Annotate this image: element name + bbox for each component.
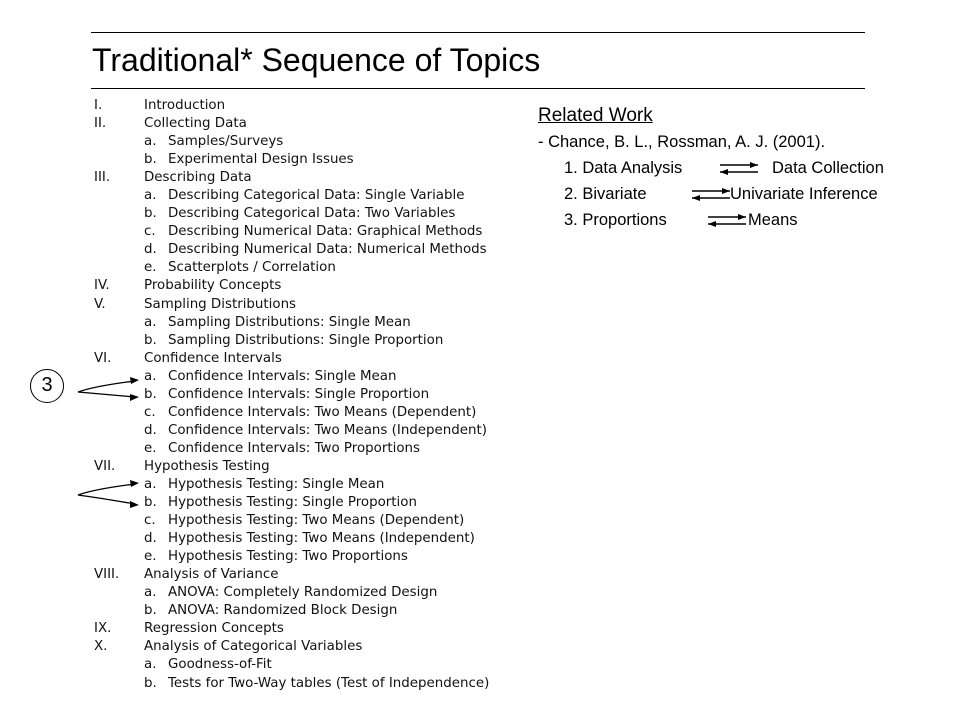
outline-number: II. bbox=[94, 116, 107, 132]
outline-number: b. bbox=[144, 206, 157, 222]
outline-text: Describing Data bbox=[144, 170, 252, 186]
outline-text: Hypothesis Testing: Single Proportion bbox=[168, 495, 417, 511]
outline-text: Confidence Intervals: Two Proportions bbox=[168, 440, 421, 456]
outline-text: Describing Categorical Data: Single Variable bbox=[168, 188, 465, 204]
title-rule-top bbox=[91, 32, 865, 33]
outline-number: c. bbox=[144, 224, 156, 240]
outline-text: Collecting Data bbox=[144, 116, 247, 132]
outline-text: ANOVA: Completely Randomized Design bbox=[168, 585, 438, 601]
outline-text: Describing Numerical Data: Numerical Methods bbox=[168, 242, 487, 258]
outline-text: Analysis of Variance bbox=[144, 567, 279, 583]
outline-number: III. bbox=[94, 170, 111, 186]
pointer-arrow-icon bbox=[78, 480, 139, 508]
outline-number: b. bbox=[144, 152, 157, 168]
related-work-item-to: Univariate Inference bbox=[730, 185, 878, 203]
outline-number: d. bbox=[144, 422, 157, 438]
outline-text: Hypothesis Testing: Two Means (Independent) bbox=[168, 531, 475, 547]
outline-text: Confidence Intervals bbox=[144, 350, 282, 366]
outline-text: Scatterplots / Correlation bbox=[168, 260, 336, 276]
outline-text: Confidence Intervals: Single Proportion bbox=[168, 386, 430, 402]
title-rule-bottom bbox=[91, 88, 865, 89]
outline-text: Sampling Distributions: Single Proportion bbox=[168, 332, 444, 348]
outline-number: b. bbox=[144, 332, 157, 348]
related-work-heading: Related Work bbox=[538, 105, 653, 126]
outline-number: a. bbox=[144, 585, 157, 601]
double-arrow-icon bbox=[718, 161, 760, 177]
outline-number: b. bbox=[144, 675, 157, 691]
outline-text: ANOVA: Randomized Block Design bbox=[168, 603, 398, 619]
related-work-citation: - Chance, B. L., Rossman, A. J. (2001). bbox=[538, 133, 826, 151]
outline-number: e. bbox=[144, 260, 157, 276]
outline-number: c. bbox=[144, 513, 156, 529]
related-work-item-to: Means bbox=[748, 211, 798, 229]
outline-text: Sampling Distributions bbox=[144, 296, 297, 312]
outline-text: Goodness-of-Fit bbox=[168, 657, 272, 673]
outline-text: Confidence Intervals: Two Means (Dependent) bbox=[168, 404, 477, 420]
pointer-arrow-icon bbox=[78, 377, 139, 401]
outline-number: d. bbox=[144, 242, 157, 258]
outline-text: Analysis of Categorical Variables bbox=[144, 639, 363, 655]
outline-number: a. bbox=[144, 314, 157, 330]
outline-text: Experimental Design Issues bbox=[168, 152, 354, 168]
outline-number: d. bbox=[144, 531, 157, 547]
outline-text: Confidence Intervals: Single Mean bbox=[168, 368, 397, 384]
outline-number: IV. bbox=[94, 278, 110, 294]
related-work-item-to: Data Collection bbox=[772, 159, 884, 177]
outline-number: VI. bbox=[94, 350, 112, 366]
double-arrow-icon bbox=[706, 213, 748, 229]
outline-text: Samples/Surveys bbox=[168, 134, 284, 150]
outline-text: Hypothesis Testing: Two Proportions bbox=[168, 549, 408, 565]
outline-number: a. bbox=[144, 368, 157, 384]
outline-text: Confidence Intervals: Two Means (Independent) bbox=[168, 422, 487, 438]
outline-number: V. bbox=[94, 296, 106, 312]
outline-text: Tests for Two-Way tables (Test of Independence) bbox=[168, 675, 490, 691]
outline-number: VIII. bbox=[94, 567, 120, 583]
outline-text: Regression Concepts bbox=[144, 621, 284, 637]
outline-number: e. bbox=[144, 440, 157, 456]
outline-number: b. bbox=[144, 386, 157, 402]
related-work-panel bbox=[538, 104, 884, 229]
outline-number: b. bbox=[144, 495, 157, 511]
outline-number: I. bbox=[94, 98, 103, 113]
related-work-item-from: 1. Data Analysis bbox=[564, 159, 683, 177]
outline-number: a. bbox=[144, 476, 157, 492]
double-arrow-icon bbox=[690, 187, 732, 203]
outline-number: a. bbox=[144, 134, 157, 150]
outline-number: b. bbox=[144, 603, 157, 619]
outline-number: a. bbox=[144, 657, 157, 673]
outline-text: Sampling Distributions: Single Mean bbox=[168, 314, 411, 330]
outline-text: Hypothesis Testing: Single Mean bbox=[168, 476, 385, 492]
outline-number: e. bbox=[144, 549, 157, 565]
outline-text: Introduction bbox=[144, 98, 226, 113]
outline-text: Hypothesis Testing bbox=[144, 458, 270, 474]
outline-text: Probability Concepts bbox=[144, 278, 282, 294]
outline-number: c. bbox=[144, 404, 156, 420]
outline-number: a. bbox=[144, 188, 157, 204]
slide-title: Traditional* Sequence of Topics bbox=[92, 42, 541, 78]
outline-text: Hypothesis Testing: Two Means (Dependent) bbox=[168, 513, 465, 529]
related-work-item-from: 2. Bivariate bbox=[564, 185, 647, 203]
annotation-number-badge: 3 bbox=[30, 369, 64, 403]
outline-number: IX. bbox=[94, 621, 112, 637]
outline-number: VII. bbox=[94, 458, 116, 474]
outline-number: X. bbox=[94, 639, 108, 655]
related-work-item-from: 3. Proportions bbox=[564, 211, 667, 229]
outline-text: Describing Numerical Data: Graphical Methods bbox=[168, 224, 483, 240]
outline-text: Describing Categorical Data: Two Variables bbox=[168, 206, 456, 222]
